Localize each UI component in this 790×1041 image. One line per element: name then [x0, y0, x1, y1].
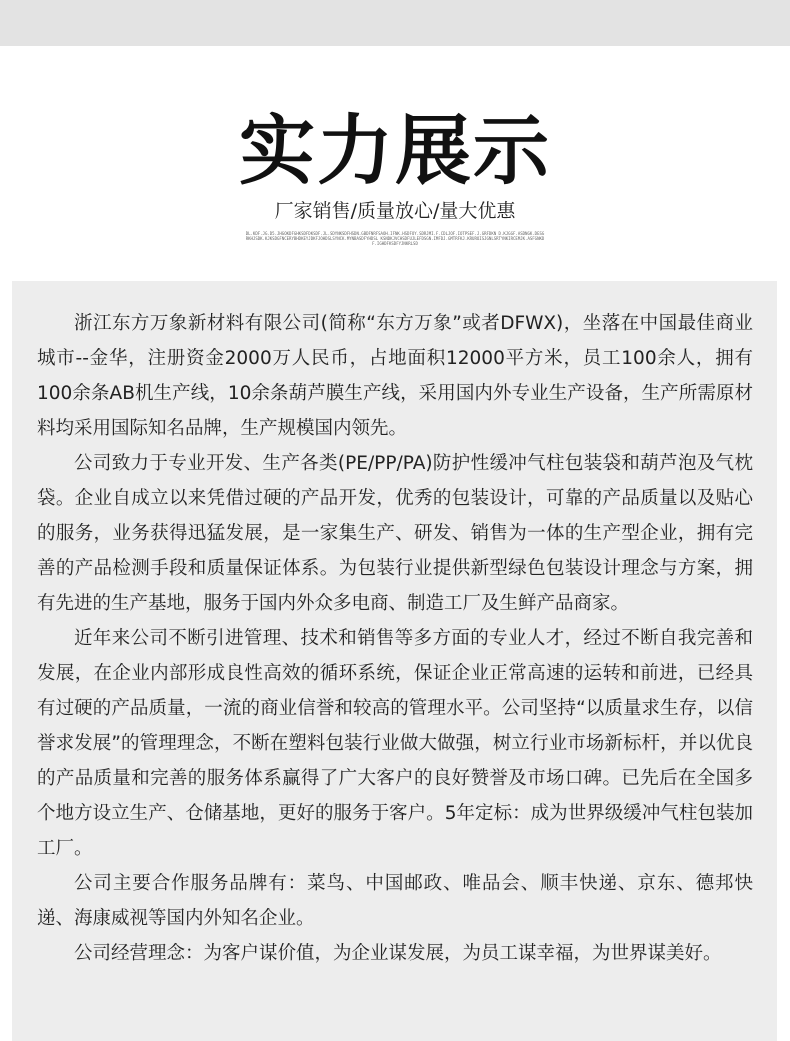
- decorative-fine-print: DL.KDF.JG.D5.JHGOKDFGHKSDFDKSDF.JL.SDYNKSDFHSDN.GBDFNRFSAOH.IFNK.HSDFOY.SDRJMI.F.CDLJOF.IOTPSEF.J.GRFDKN D.KJGGF.ASDNGK.DESGRKHJSDK.KJKSDGFNCERYBHDKEYJDKFJOHDSLSYNCK.MYNBASDFYHDSL KSNDKJVCHSDFUJLEFDSGN.IMFDJ.GMTRFKJ.KRUROISJGNLSRTYNKIRCEMJK.ASFGNKDF.IGHDFKSDFYJNKRLSD: [245, 231, 545, 246]
- page-subtitle: 厂家销售/质量放心/量大优惠: [274, 200, 516, 222]
- page-title: 实力展示: [239, 106, 551, 195]
- top-bar: [0, 0, 790, 46]
- company-intro: [37, 306, 753, 971]
- paragraph-development: 近年来公司不断引进管理、技术和销售等多方面的专业人才，经过不断自我完善和发展，在企业内部形成良性高效的循环系统，保证企业正常高速的运转和前进，已经具有过硬的产品质量，一流的商业信誉和较高的管理水平。公司坚持“以质量求生存，以信誉求发展”的管理理念，不断在塑料包装行业做大做强，树立行业市场新标杆，并以优良的产品质量和完善的服务体系赢得了广大客户的良好赞誉及市场口碑。已先后在全国多个地方设立生产、仓储基地，更好的服务于客户。5年定标：成为世界级缓冲气柱包装加工厂。: [37, 628, 753, 859]
- paragraph-partners: 公司主要合作服务品牌有：菜鸟、中国邮政、唯品会、顺丰快递、京东、德邦快递、海康威视等国内外知名企业。: [37, 873, 753, 929]
- paragraph-philosophy: 公司经营理念：为客户谋价值，为企业谋发展，为员工谋幸福，为世界谋美好。: [74, 943, 722, 964]
- paragraph-company-overview: 浙江东方万象新材料有限公司(简称“东方万象”或者DFWX)，坐落在中国最佳商业城市--金华，注册资金2000万人民币，占地面积12000平方米，员工100余人，拥有100余条AB机生产线，10余条葫芦膜生产线，采用国内外专业生产设备，生产所需原材料均采用国际知名品牌，生产规模国内领先。: [37, 313, 753, 439]
- paragraph-products: 公司致力于专业开发、生产各类(PE/PP/PA)防护性缓冲气柱包装袋和葫芦泡及气枕袋。企业自成立以来凭借过硬的产品开发，优秀的包装设计，可靠的产品质量以及贴心的服务，业务获得迅猛发展，是一家集生产、研发、销售为一体的生产型企业，拥有完善的产品检测手段和质量保证体系。为包装行业提供新型绿色包装设计理念与方案，拥有先进的生产基地，服务于国内外众多电商、制造工厂及生鲜产品商家。: [37, 453, 753, 614]
